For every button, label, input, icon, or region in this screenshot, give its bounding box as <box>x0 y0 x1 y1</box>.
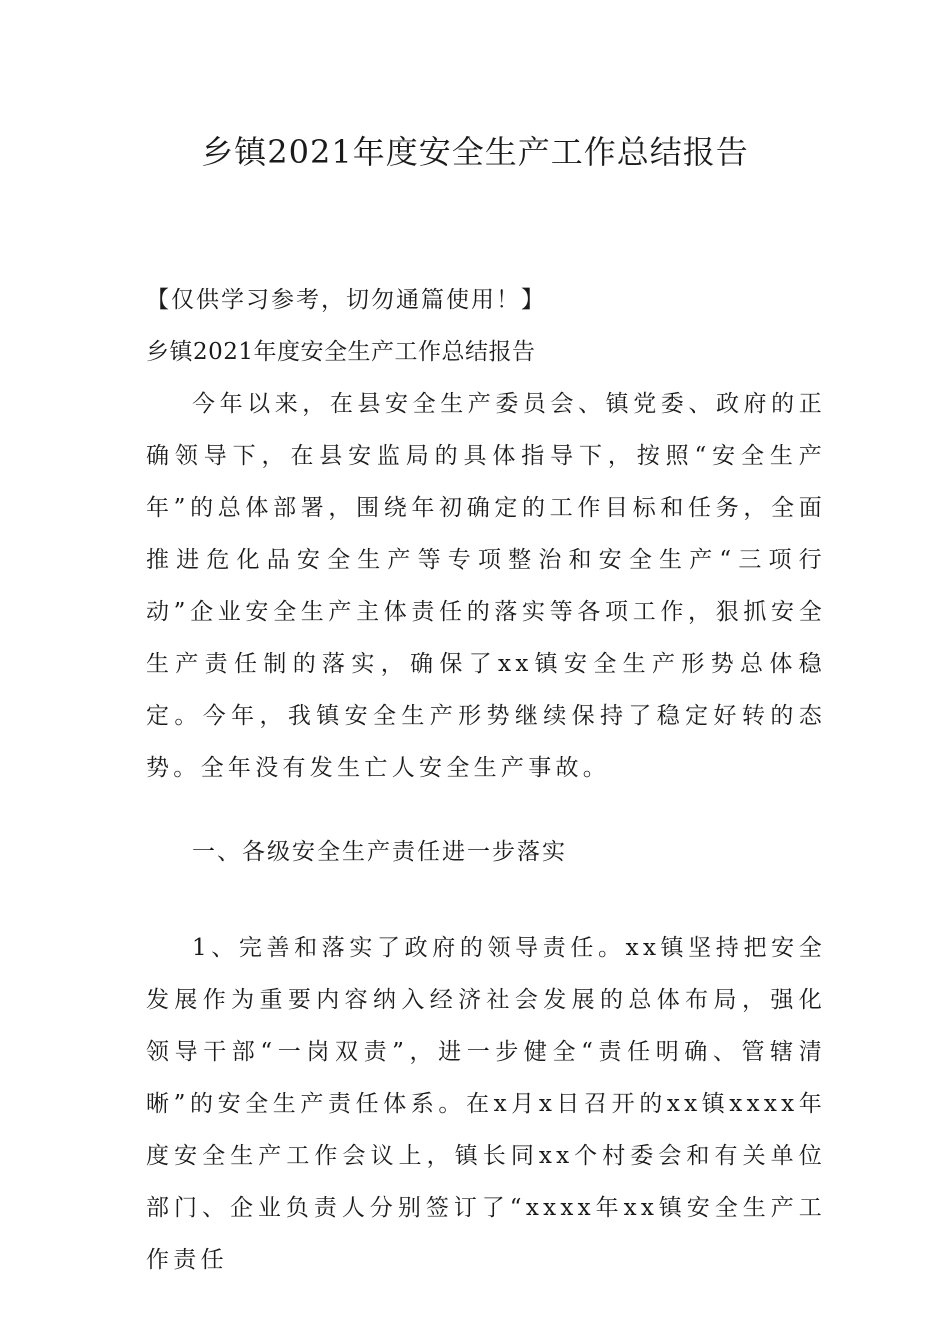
section-heading: 一、各级安全生产责任进一步落实 <box>192 839 567 865</box>
usage-notice: 【仅供学习参考，切勿通篇使用！】 <box>146 287 546 313</box>
intro-paragraph: 今年以来，在县安全生产委员会、镇党委、政府的正确领导下，在县安监局的具体指导下，按照“安全生产年”的总体部署，围绕年初确定的工作目标和任务，全面推进危化品安全生产等专项整治和安全生产“三项行动”企业安全生产主体责任的落实等各项工作，狠抓安全生产责任制的落实，确保了xx镇安全生产形势总体稳定。今年，我镇安全生产形势继续保持了稳定好转的态势。全年没有发生亡人安全生产事故。 <box>146 391 826 781</box>
item-1-paragraph: 1、完善和落实了政府的领导责任。xx镇坚持把安全发展作为重要内容纳入经济社会发展的总体布局，强化领导干部“一岗双责”，进一步健全“责任明确、管辖清晰”的安全生产责任体系。在x月x日召开的xx镇xxxx年度安全生产工作会议上，镇长同xx个村委会和有关单位部门、企业负责人分别签订了“xxxx年xx镇安全生产工作责任 <box>146 935 826 1273</box>
document-subtitle: 乡镇2021年度安全生产工作总结报告 <box>146 339 536 365</box>
document-title: 乡镇2021年度安全生产工作总结报告 <box>201 133 749 171</box>
